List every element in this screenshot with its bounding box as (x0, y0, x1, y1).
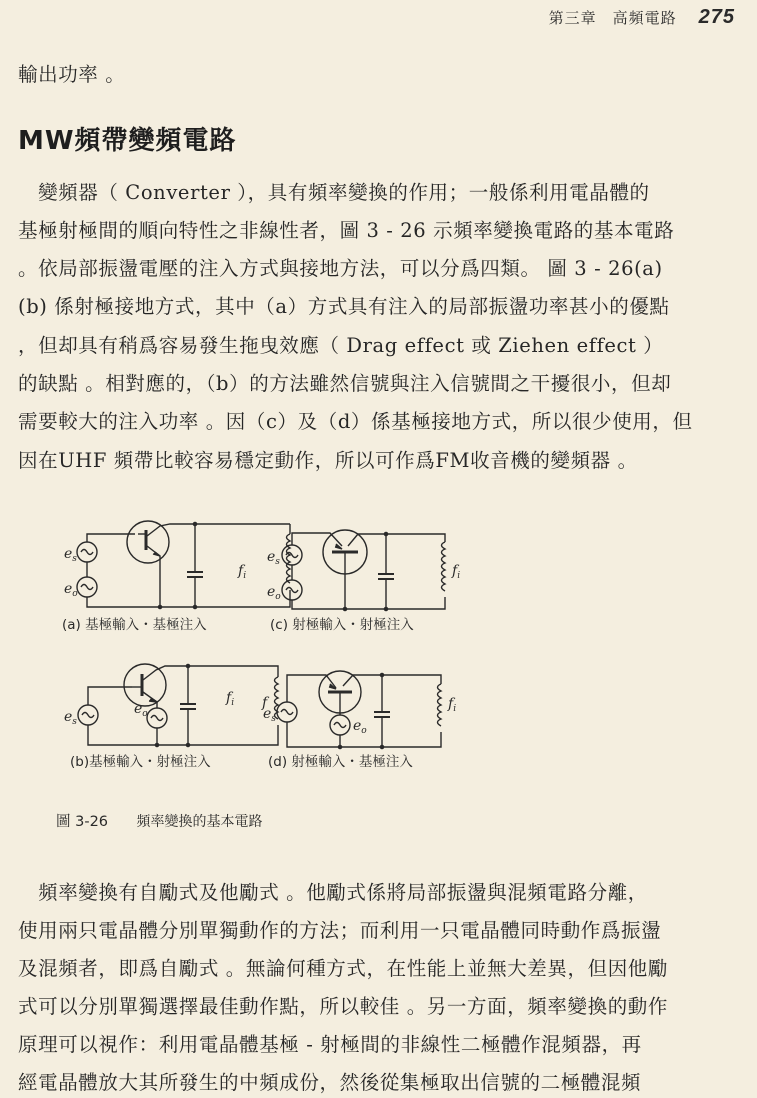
text-line: 需要較大的注入功率 。因（c）及（d）係基極接地方式，所以很少使用，但 (18, 410, 693, 433)
figure-3-26 (60, 512, 460, 792)
section-heading: MW頻帶變頻電路 (18, 126, 237, 156)
svg-text:fi: $f_i$ (226, 690, 235, 708)
figure-number: 圖 3-26 (56, 814, 109, 830)
circuit-a-diagram (77, 521, 290, 609)
text-line: 因在UHF 頻帶比較容易穩定動作，所以可作爲FM收音機的變頻器 。 (18, 449, 638, 472)
svg-text:es: $e_s$ (263, 706, 276, 724)
figure-caption (56, 810, 262, 831)
chapter-title: 第三章 高頻電路 (548, 9, 677, 27)
svg-text:es: $e_s$ (64, 546, 77, 564)
svg-text:es: $e_s$ (64, 709, 77, 727)
text-line: (b) 係射極接地方式，其中（a）方式具有注入的局部振盪功率甚小的優點 (18, 295, 670, 318)
text-line: 式可以分別單獨選擇最佳動作點，所以較佳 。另一方面，頻率變換的動作 (18, 995, 668, 1018)
svg-text:es: $e_s$ (267, 549, 280, 567)
running-header (549, 6, 735, 29)
text-line: 變頻器（ Converter ），具有頻率變換的作用；一般係利用電晶體的 (18, 181, 650, 204)
text-line: 的缺點 。相對應的，（b）的方法雖然信號與注入信號間之干擾很小，但却 (18, 372, 672, 395)
text-line: 使用兩只電晶體分別單獨動作的方法；而利用一只電晶體同時動作爲振盪 (18, 919, 662, 942)
svg-text:eo: $e_o$ (134, 701, 148, 719)
subfigure-d-caption: (d) 射極輸入・基極注入 (268, 754, 413, 770)
svg-text:eo: $e_o$ (64, 581, 78, 599)
subfigure-c-caption: (c) 射極輸入・射極注入 (270, 617, 414, 633)
circuit-d-diagram (277, 671, 441, 749)
carryover-text: 輸出功率 。 (18, 63, 126, 86)
svg-text:f: f (262, 695, 268, 711)
text-line: 及混頻者，即爲自勵式 。無論何種方式，在性能上並無大差異，但因他勵 (18, 957, 668, 980)
subfigure-a-caption: (a) 基極輸入・基極注入 (62, 617, 207, 633)
svg-text:fi: $f_i$ (448, 696, 457, 714)
subfigure-b-caption: (b)基極輸入・射極注入 (70, 754, 211, 770)
text-line: 頻率變換有自勵式及他勵式 。他勵式係將局部振盪與混頻電路分離， (18, 881, 648, 904)
text-line: 經電晶體放大其所發生的中頻成份，然後從集極取出信號的二極體混頻 (18, 1071, 642, 1094)
figure-title: 頻率變換的基本電路 (136, 814, 263, 830)
svg-text:eo: $e_o$ (353, 718, 367, 736)
text-line: ，但却具有稍爲容易發生拖曳效應（ Drag effect 或 Ziehen effect ） (18, 334, 664, 357)
circuit-c-diagram (282, 530, 445, 611)
svg-text:fi: $f_i$ (238, 563, 247, 581)
svg-text:fi: $f_i$ (452, 563, 460, 581)
svg-text:eo: $e_o$ (267, 584, 281, 602)
text-line: 。依局部振盪電壓的注入方式與接地方法，可以分爲四類。 圖 3 - 26(a) (18, 257, 663, 280)
text-line: 原理可以視作：利用電晶體基極 - 射極間的非線性二極體作混頻器，再 (18, 1033, 642, 1056)
circuit-b-diagram (78, 664, 278, 747)
text-line: 基極射極間的順向特性之非線性者，圖 3 - 26 示頻率變換電路的基本電路 (18, 219, 675, 242)
page-number: 275 (698, 6, 735, 28)
circuit-symbol-labels (64, 546, 460, 736)
